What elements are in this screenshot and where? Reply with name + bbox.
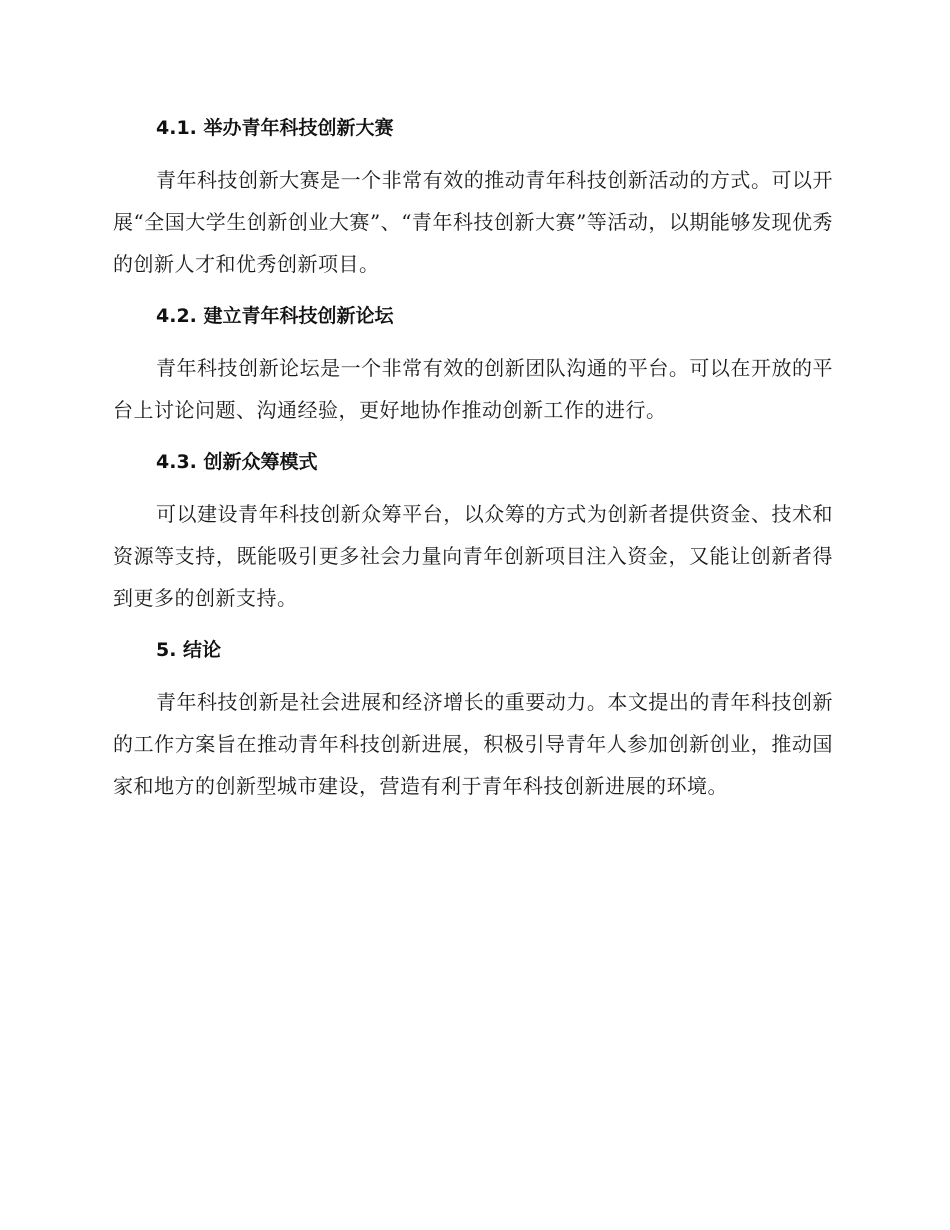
section-paragraph-4-2: 青年科技创新论坛是一个非常有效的创新团队沟通的平台。可以在开放的平台上讨论问题、沟通经验，更好地协作推动创新工作的进行。 [113,356,833,422]
section-heading-4-2: 4.2. 建立青年科技创新论坛 [156,305,394,327]
section-paragraph-4-1: 青年科技创新大赛是一个非常有效的推动青年科技创新活动的方式。可以开展“全国大学生创新创业大赛”、“青年科技创新大赛”等活动，以期能够发现优秀的创新人才和优秀创新项目。 [113,168,833,276]
section-heading-4-1: 4.1. 举办青年科技创新大赛 [156,117,394,139]
section-heading-5: 5. 结论 [156,639,222,661]
section-paragraph-5: 青年科技创新是社会进展和经济增长的重要动力。本文提出的青年科技创新的工作方案旨在推动青年科技创新进展，积极引导青年人参加创新创业，推动国家和地方的创新型城市建设，营造有利于青年科技创新进展的环境。 [113,690,833,798]
section-paragraph-4-3: 可以建设青年科技创新众筹平台，以众筹的方式为创新者提供资金、技术和资源等支持，既能吸引更多社会力量向青年创新项目注入资金，又能让创新者得到更多的创新支持。 [113,502,833,610]
section-heading-4-3: 4.3. 创新众筹模式 [156,451,318,473]
document-body [113,112,833,807]
